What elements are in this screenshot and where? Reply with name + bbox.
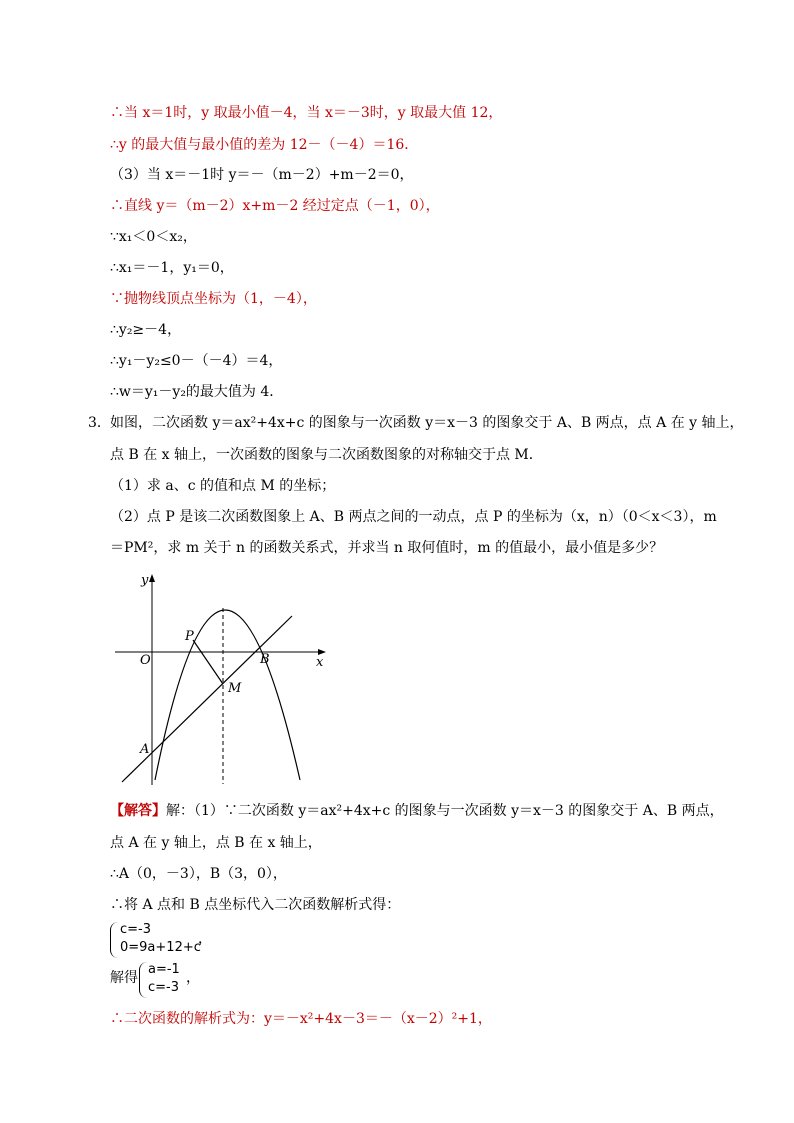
equation: c=-3 <box>120 922 152 937</box>
answer-line-4: ∴将 A 点和 B 点坐标代入二次函数解析式得： <box>110 897 401 913</box>
equation-system-2 <box>148 961 180 997</box>
system-brace <box>110 922 119 958</box>
answer-line-3: ∴A（0，－3），B（3，0）， <box>110 866 287 882</box>
text-line: ∴x₁＝－1，y₁＝0， <box>110 260 234 276</box>
text-line: ∵抛物线顶点坐标为（1，－4）， <box>110 291 317 307</box>
text-line: ∵x₁＜0＜x₂， <box>110 229 197 245</box>
system-brace <box>139 962 148 998</box>
question-1: （1）求 a、c 的值和点 M 的坐标； <box>110 478 336 494</box>
answer-text: 解：（1）∵二次函数 y＝ax²+4x+c 的图象与一次函数 y＝x－3 的图象交于 A、B 两点， <box>166 803 724 819</box>
text-line: ∴y 的最大值与最小值的差为 12－（－4）＝16． <box>110 137 419 153</box>
punctuation: ， <box>198 931 212 947</box>
problem-text: 如图，二次函数 y＝ax²+4x+c 的图象与一次函数 y＝x－3 的图象交于 A、B 两点，点 A 在 y 轴上， <box>110 415 744 431</box>
question-2: （2）点 P 是该二次函数图象上 A、B 两点之间的一动点，点 P 的坐标为（x，n）（0＜x＜3），m <box>110 509 717 525</box>
punctuation: ， <box>186 970 200 986</box>
answer-tag: 【解答】 <box>110 803 166 819</box>
problem-text: 点 B 在 x 轴上，一次函数的图象与二次函数图象的对称轴交于点 M． <box>110 447 543 463</box>
answer-line-2: 点 A 在 y 轴上，点 B 在 x 轴上， <box>110 835 322 851</box>
y-axis-arrow <box>149 574 155 582</box>
equation-system-1 <box>120 921 201 957</box>
text-line: ∴y₂≥－4， <box>110 322 182 338</box>
label-p: P <box>185 629 194 644</box>
text-line: ∴w＝y₁－y₂的最大值为 4． <box>110 384 284 400</box>
label-y: y <box>141 573 149 588</box>
solve-label: 解得 <box>110 970 138 986</box>
answer-last-line: ∴二次函数的解析式为：y＝－x²+4x－3＝－（x－2）²+1， <box>110 1011 492 1027</box>
text-line <box>110 166 414 184</box>
equation: a=-1 <box>148 962 180 977</box>
label-m: M <box>228 681 242 696</box>
segment-pm <box>193 640 223 684</box>
label-origin: O <box>140 653 151 668</box>
linear-function-line <box>122 616 292 782</box>
text-line-content: （3）当 x＝－1时 y＝－（m－2）+m－2＝0， <box>110 167 414 183</box>
text-line: ∴当 x＝1时，y 取最小值－4，当 x＝－3时，y 取最大值 12， <box>110 105 503 121</box>
problem-number: 3． <box>88 415 111 431</box>
label-a: A <box>140 742 150 757</box>
label-b: B <box>260 652 270 667</box>
equation: c=-3 <box>148 980 180 995</box>
answer-line-1 <box>110 802 724 820</box>
label-x: x <box>316 655 324 670</box>
text-line: ∴直线 y＝（m－2）x+m－2 经过定点（－1，0）， <box>110 198 440 214</box>
question-2-cont: ＝PM²，求 m 关于 n 的函数关系式，并求当 n 取何值时，m 的值最小，最小值是多少？ <box>110 540 664 556</box>
function-graph-figure <box>110 570 350 790</box>
equation: 0=9a+12+c <box>120 940 201 955</box>
text-line: ∴y₁－y₂≤0－（－4）＝4， <box>110 353 283 369</box>
